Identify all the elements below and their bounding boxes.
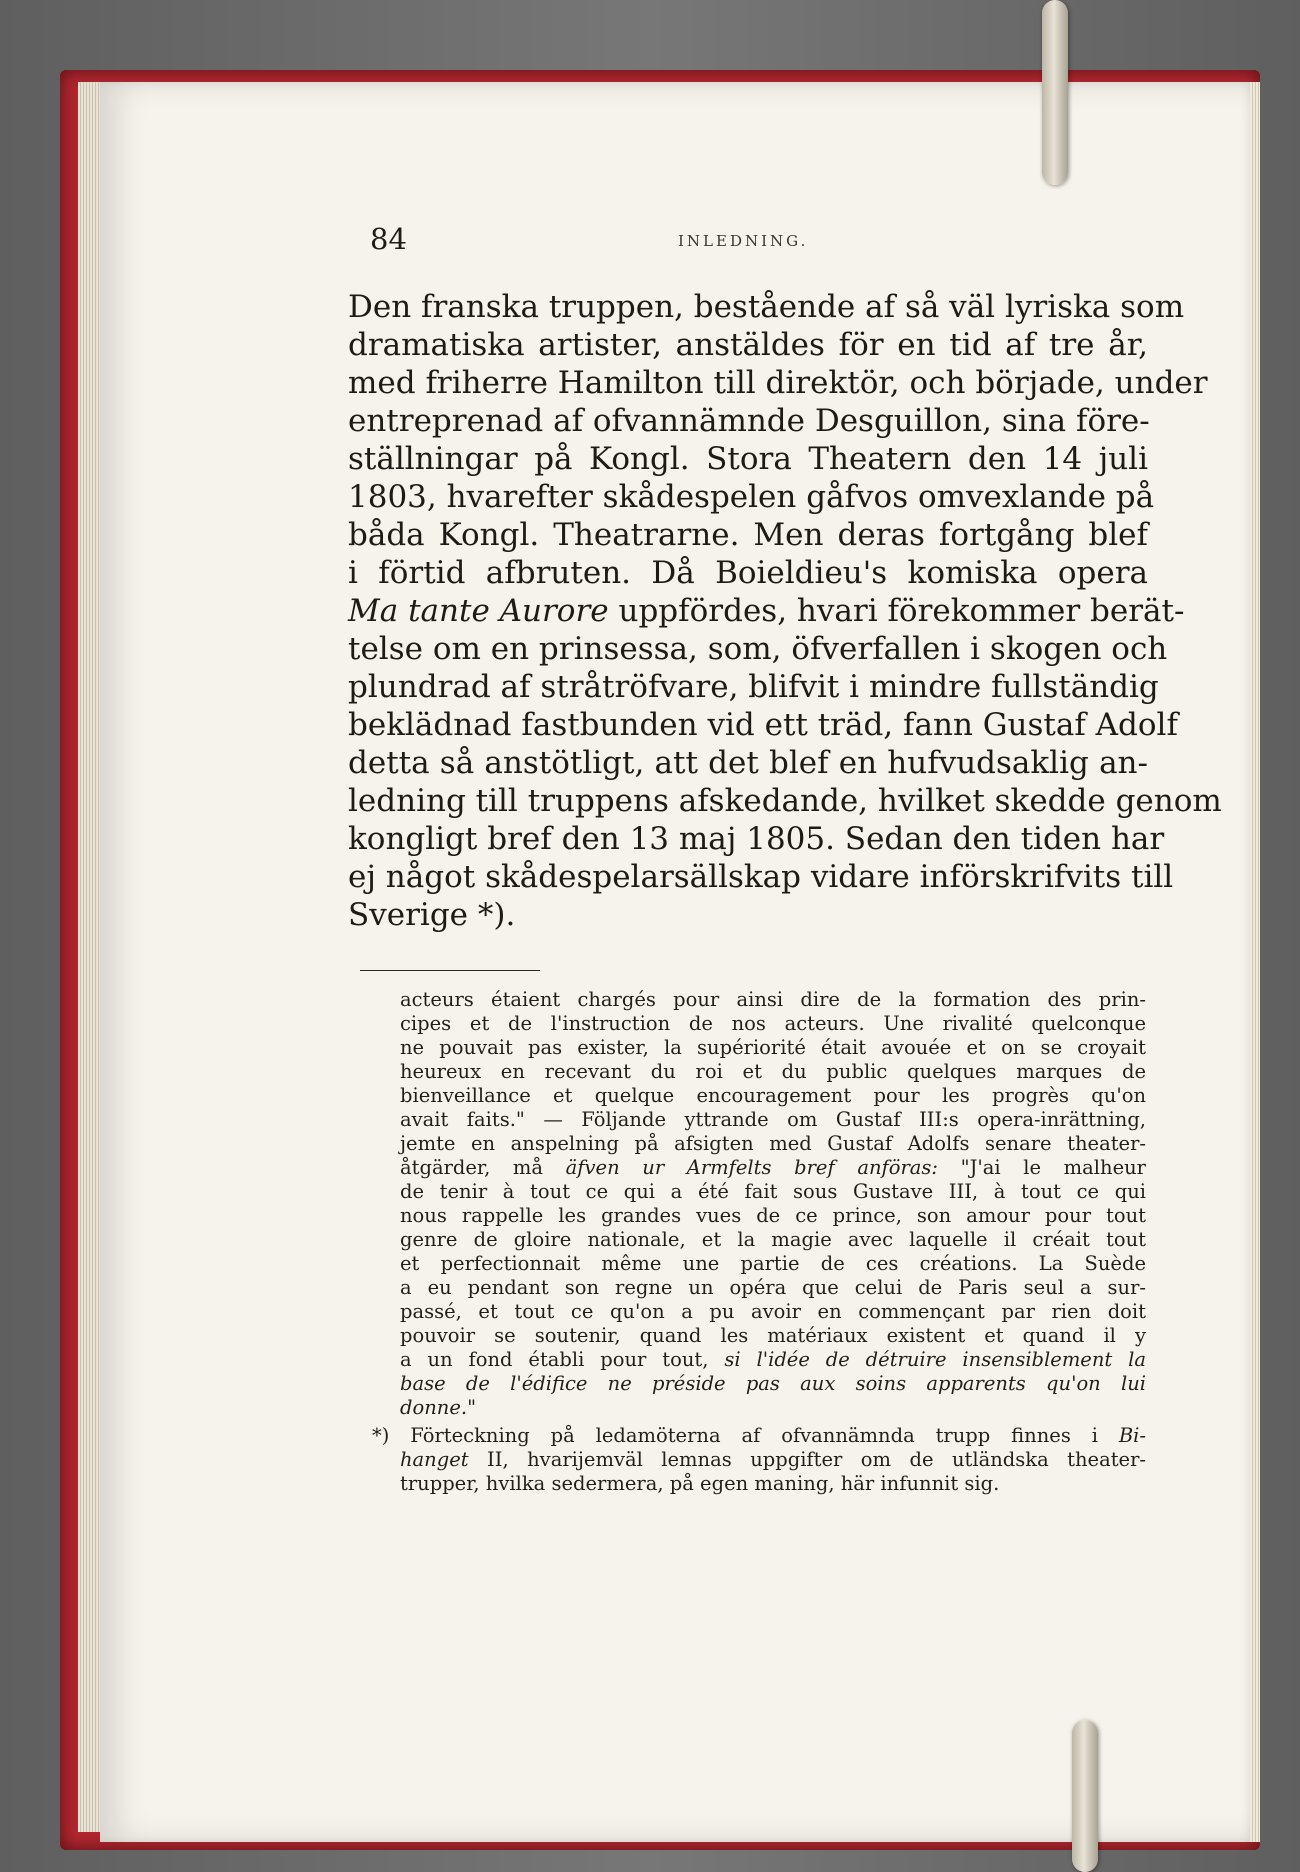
footnote-italic: base de l'édifice ne préside pas aux soins apparents qu'on lui — [400, 1372, 1146, 1395]
text-line: ledning till truppens afskedande, hvilket skedde genom — [348, 783, 1222, 819]
footnote-text: "J'ai le malheur — [938, 1156, 1147, 1179]
footnote-line: et perfectionnait même une partie de ces créations. La Suède — [400, 1252, 1146, 1275]
footnote-italic: donne. — [400, 1396, 468, 1419]
footnote-line: pouvoir se soutenir, quand les matériaux existent et quand il y — [400, 1324, 1146, 1347]
footnote-text: " — [467, 1396, 477, 1419]
footnote-line: acteurs étaient chargés pour ainsi dire de la formation des prin- — [400, 988, 1146, 1011]
footnote-line: de tenir à tout ce qui a été fait sous Gustave III, à tout ce qui — [400, 1180, 1146, 1203]
footnote-italic: äfven ur Armfelts bref anföras: — [565, 1156, 938, 1179]
text-line: beklädnad fastbunden vid ett träd, fann Gustaf Adolf — [348, 707, 1178, 743]
opera-title: Ma tante Aurore — [348, 593, 609, 629]
footnote-star-line — [372, 1424, 1146, 1448]
text-line: dramatiska artister, anstäldes för en tid af tre år, — [348, 327, 1148, 363]
footnote-line — [400, 1348, 1146, 1372]
text-line: 1803, hvarefter skådespelen gåfvos omvexlande på — [348, 479, 1155, 515]
footnote-line: ne pouvait pas exister, la supériorité était avouée et on se croyait — [400, 1036, 1146, 1059]
footnote-line: jemte en anspelning på afsigten med Gustaf Adolfs senare theater- — [400, 1132, 1146, 1155]
running-head: INLEDNING. — [678, 232, 809, 250]
footnote-line: avait faits." — Följande yttrande om Gustaf III:s opera-inrättning, — [400, 1108, 1146, 1131]
footnote-line: bienveillance et quelque encouragement pour les progrès qu'on — [400, 1084, 1146, 1107]
text-line: telse om en prinsessa, som, öfverfallen i skogen och — [348, 631, 1168, 667]
text-line: Sverige *). — [348, 897, 516, 933]
footnote-line: a eu pendant son regne un opéra que celui de Paris seul a sur- — [400, 1276, 1146, 1299]
footnote-italic: Bi- — [1118, 1424, 1146, 1447]
footnote-star-line: trupper, hvilka sedermera, på egen maning, här infunnit sig. — [400, 1472, 1000, 1495]
footnote-line: heureux en recevant du roi et du public quelques marques de — [400, 1060, 1146, 1083]
footnote-italic: si l'idée de détruire insensiblement la — [724, 1348, 1147, 1371]
text-line: detta så anstötligt, att det blef en hufvudsaklig an- — [348, 745, 1148, 781]
text-line: kongligt bref den 13 maj 1805. Sedan den tiden har — [348, 821, 1165, 857]
footnote-line — [400, 1372, 1146, 1396]
page-stack-left — [78, 82, 100, 1832]
text-line: plundrad af stråtröfvare, blifvit i mindre fullständig — [348, 669, 1159, 705]
footnote-italic: hanget — [400, 1448, 469, 1471]
text-line: med friherre Hamilton till direktör, och började, under — [348, 365, 1208, 401]
text-line: ej något skådespelarsällskap vidare införskrifvits till — [348, 859, 1174, 895]
footnote-divider — [360, 970, 540, 971]
footnote-text: *) Förteckning på ledamöterna af ofvannämnda trupp finnes i — [372, 1424, 1119, 1447]
footnote-star-line — [400, 1448, 1146, 1472]
footnote-line: cipes et de l'instruction de nos acteurs. Une rivalité quelconque — [400, 1012, 1146, 1035]
text-line: entreprenad af ofvannämnde Desguillon, sina före- — [348, 403, 1150, 439]
footnote-text: a un fond établi pour tout, — [400, 1348, 725, 1371]
text-line-with-italic-title — [348, 592, 1185, 630]
footnote-line: nous rappelle les grandes vues de ce prince, son amour pour tout — [400, 1204, 1146, 1227]
page-number: 84 — [370, 222, 407, 256]
footnote-line: passé, et tout ce qu'on a pu avoir en commençant par rien doit — [400, 1300, 1146, 1323]
footnote-text: II, hvarijemväl lemnas uppgifter om de utländska theater- — [468, 1448, 1146, 1471]
footnote-line — [400, 1156, 1146, 1180]
page-clip-bottom — [1072, 1720, 1098, 1872]
text-line: båda Kongl. Theatrarne. Men deras fortgång blef — [348, 517, 1148, 553]
footnote-line: genre de gloire nationale, et la magie avec laquelle il créait tout — [400, 1228, 1146, 1251]
text-line-rest: uppfördes, hvari förekommer berät- — [608, 593, 1185, 629]
text-line: i förtid afbruten. Då Boieldieu's komiska opera — [348, 555, 1148, 591]
page-stack-right — [1250, 82, 1260, 1842]
footnote-text: åtgärder, må — [400, 1156, 566, 1179]
text-line: Den franska truppen, bestående af så väl lyriska som — [348, 289, 1185, 325]
footnote-line — [400, 1396, 1146, 1420]
page-clip-top — [1042, 0, 1068, 185]
text-line: ställningar på Kongl. Stora Theatern den 14 juli — [348, 441, 1148, 477]
